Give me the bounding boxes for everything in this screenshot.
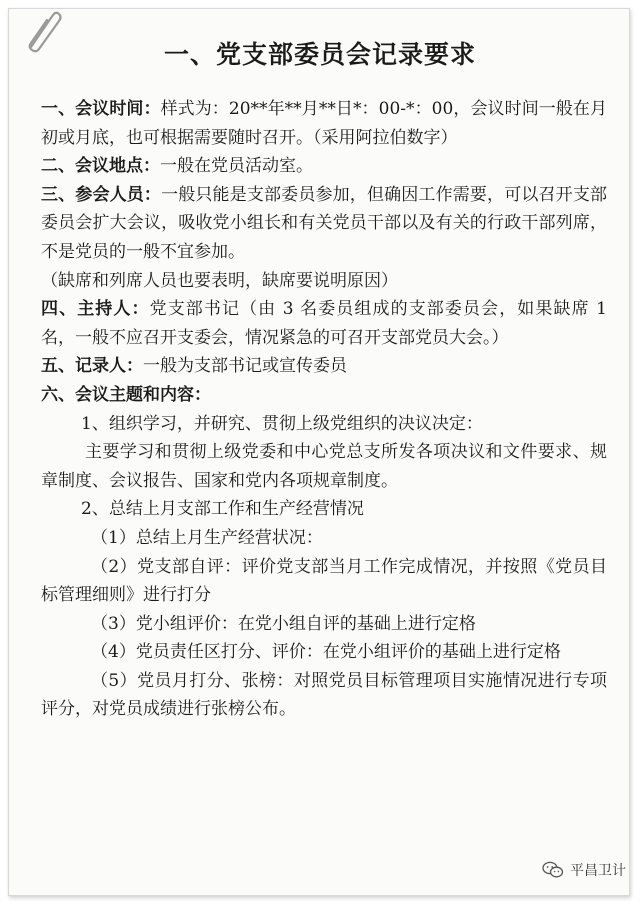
section-attendees bbox=[41, 181, 607, 267]
section-label: 三、参会人员： bbox=[41, 184, 162, 205]
list-item: （3）党小组评价：在党小组自评的基础上进行定格 bbox=[91, 613, 476, 634]
section-text: 一般为支部书记或宣传委员 bbox=[143, 356, 347, 377]
section-label: 二、会议地点： bbox=[41, 156, 160, 177]
section-text: 一般在党员活动室。 bbox=[160, 156, 313, 177]
section-recorder bbox=[41, 352, 607, 381]
section-label: 五、记录人： bbox=[41, 356, 143, 377]
section-topics bbox=[41, 381, 607, 410]
section-label: 四、主持人： bbox=[41, 299, 150, 320]
section-location bbox=[41, 152, 607, 181]
section-text: 一般只能是支部委员参加，但确因工作需要，可以召开支部委员会扩大会议，吸收党小组长和有关党员干部以及有关的行政干部列席，不是党员的一般不宜参加。 bbox=[41, 184, 607, 262]
list-item: （2）党支部自评：评价党支部当月工作完成情况，并按照《党员目标管理细则》进行打分 bbox=[41, 556, 607, 606]
section-label: 一、会议时间： bbox=[41, 99, 161, 119]
list-item: （4）党员责任区打分、评价：在党小组评价的基础上进行定格 bbox=[91, 642, 561, 663]
section-text: （缺席和列席人员也要表明，缺席要说明原因） bbox=[41, 270, 398, 291]
section-time bbox=[41, 95, 607, 152]
section-label: 六、会议主题和内容： bbox=[41, 384, 211, 405]
list-item: 1、组织学习，并研究、贯彻上级党组织的决议决定： bbox=[81, 413, 483, 434]
list-item: （1）总结上月生产经营状况： bbox=[91, 527, 323, 548]
list-item: （5）党员月打分、张榜：对照党员目标管理项目实施情况进行专项评分，对党员成绩进行张榜公布。 bbox=[41, 670, 607, 720]
attendee-note bbox=[41, 267, 607, 296]
page-title: 一、党支部委员会记录要求 bbox=[163, 40, 476, 69]
document-page bbox=[8, 8, 630, 896]
document-body bbox=[41, 95, 607, 724]
watermark-text: 平昌卫计 bbox=[570, 863, 626, 879]
section-host bbox=[41, 295, 607, 352]
section-text: 党支部书记（由 3 名委员组成的支部委员会，如果缺席 1 名，一般不应召开支委会，情况紧急的可召开支部党员大会。） bbox=[41, 299, 608, 348]
wechat-icon bbox=[542, 861, 564, 879]
section-text: 样式为：20**年**月**日*：00-*：00，会议时间一般在月初或月底，也可根据需要随时召开。（采用阿拉伯数字） bbox=[41, 99, 608, 148]
list-item: 主要学习和贯彻上级党委和中心党总支所发各项决议和文件要求、规章制度、会议报告、国家和党内各项规章制度。 bbox=[41, 442, 607, 491]
list-item: 2、总结上月支部工作和生产经营情况 bbox=[81, 499, 364, 520]
watermark bbox=[542, 860, 626, 880]
